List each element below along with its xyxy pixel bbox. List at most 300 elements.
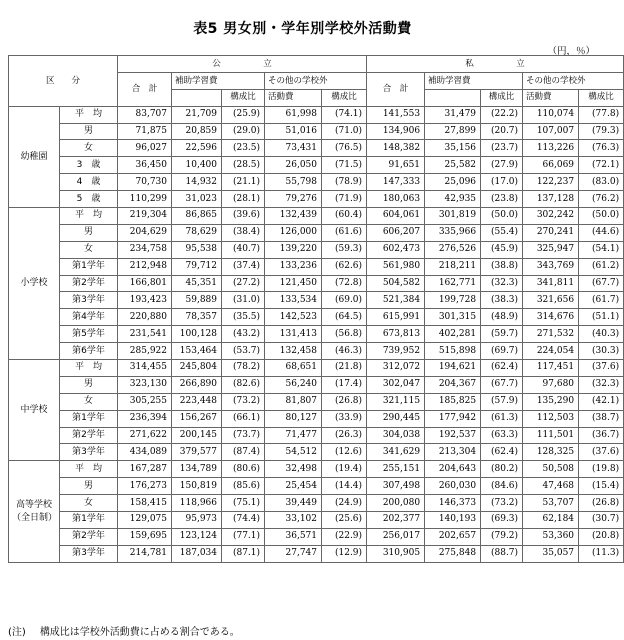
private-total-header: 合 計: [367, 72, 425, 106]
table-cell: 135,290: [523, 393, 579, 410]
table-cell: (80.6): [222, 461, 265, 478]
table-cell: (25.9): [222, 106, 265, 123]
category-header: 区 分: [9, 56, 118, 107]
table-row: [9, 326, 624, 343]
table-cell: 321,656: [523, 292, 579, 309]
table-cell: (20.8): [579, 528, 624, 545]
public-tutoring-header: 補助学習費: [172, 72, 265, 89]
table-cell: 27,747: [265, 545, 322, 562]
table-cell: (78.9): [322, 174, 367, 191]
table-cell: (40.7): [222, 241, 265, 258]
table-cell: 14,932: [172, 174, 222, 191]
table-cell: (17.4): [322, 376, 367, 393]
table-cell: 137,128: [523, 191, 579, 208]
table-cell: 20,859: [172, 123, 222, 140]
table-cell: (11.3): [579, 545, 624, 562]
row-label: 第2学年: [60, 528, 118, 545]
table-row: [9, 461, 624, 478]
table-cell: 150,819: [172, 478, 222, 495]
table-cell: 54,512: [265, 444, 322, 461]
table-cell: (15.4): [579, 478, 624, 495]
table-cell: (62.6): [322, 258, 367, 275]
table-cell: 236,394: [118, 410, 172, 427]
table-cell: (64.5): [322, 309, 367, 326]
table-cell: 132,458: [265, 343, 322, 360]
table-row: [9, 309, 624, 326]
table-cell: 204,643: [425, 461, 481, 478]
table-cell: (22.9): [322, 528, 367, 545]
table-cell: 56,240: [265, 376, 322, 393]
table-cell: (25.6): [322, 512, 367, 529]
table-row: [9, 174, 624, 191]
table-cell: (24.9): [322, 495, 367, 512]
table-cell: 71,875: [118, 123, 172, 140]
table-cell: (79.2): [481, 528, 523, 545]
table-cell: 305,255: [118, 393, 172, 410]
table-cell: (21.1): [222, 174, 265, 191]
table-cell: 32,498: [265, 461, 322, 478]
table-cell: 53,360: [523, 528, 579, 545]
table-row: [9, 275, 624, 292]
table-cell: (76.5): [322, 140, 367, 157]
table-cell: (84.6): [481, 478, 523, 495]
table-cell: 159,695: [118, 528, 172, 545]
table-cell: (60.4): [322, 208, 367, 225]
table-cell: (51.1): [579, 309, 624, 326]
table-cell: 271,622: [118, 427, 172, 444]
page-title: 表5 男女別・学年別学校外活動費: [193, 21, 412, 37]
table-row: [9, 444, 624, 461]
private-activity-header: 活動費: [523, 89, 579, 106]
table-cell: 70,730: [118, 174, 172, 191]
table-row: [9, 393, 624, 410]
table-cell: 234,758: [118, 241, 172, 258]
table-cell: (30.7): [579, 512, 624, 529]
public-total-header: 合 計: [118, 72, 172, 106]
table-cell: 739,952: [367, 343, 425, 360]
table-cell: 25,454: [265, 478, 322, 495]
table-cell: 194,621: [425, 360, 481, 377]
table-cell: 604,061: [367, 208, 425, 225]
row-label: 女: [60, 140, 118, 157]
table-cell: 515,898: [425, 343, 481, 360]
table-cell: 321,115: [367, 393, 425, 410]
table-cell: (79.3): [579, 123, 624, 140]
table-cell: 35,057: [523, 545, 579, 562]
table-cell: 36,450: [118, 157, 172, 174]
row-label: 平 均: [60, 461, 118, 478]
table-cell: 113,226: [523, 140, 579, 157]
table-cell: 73,431: [265, 140, 322, 157]
table-cell: (27.9): [481, 157, 523, 174]
table-cell: (14.4): [322, 478, 367, 495]
table-row: [9, 140, 624, 157]
table-cell: (67.7): [481, 376, 523, 393]
table-row: [9, 512, 624, 529]
table-cell: 112,503: [523, 410, 579, 427]
table-cell: 176,273: [118, 478, 172, 495]
table-cell: 200,080: [367, 495, 425, 512]
table-cell: 95,973: [172, 512, 222, 529]
table-cell: (12.6): [322, 444, 367, 461]
table-cell: (76.2): [579, 191, 624, 208]
table-cell: 218,211: [425, 258, 481, 275]
table-cell: (23.5): [222, 140, 265, 157]
table-cell: 83,707: [118, 106, 172, 123]
table-cell: (55.4): [481, 224, 523, 241]
table-cell: (50.0): [579, 208, 624, 225]
private-tutoring-ratio-header: 構成比: [481, 89, 523, 106]
school-category: 小学校: [9, 208, 60, 360]
table-cell: (37.6): [579, 444, 624, 461]
table-cell: 302,047: [367, 376, 425, 393]
table-cell: 121,450: [265, 275, 322, 292]
table-cell: (37.6): [579, 360, 624, 377]
table-cell: 134,789: [172, 461, 222, 478]
table-cell: 42,935: [425, 191, 481, 208]
table-row: [9, 545, 624, 562]
private-tutoring-header: 補助学習費: [425, 72, 523, 89]
table-cell: 301,819: [425, 208, 481, 225]
table-cell: 132,439: [265, 208, 322, 225]
row-label: 4 歳: [60, 174, 118, 191]
table-cell: 325,947: [523, 241, 579, 258]
table-cell: (75.1): [222, 495, 265, 512]
table-cell: (85.6): [222, 478, 265, 495]
table-cell: 78,629: [172, 224, 222, 241]
table-cell: (53.7): [222, 343, 265, 360]
table-cell: 96,027: [118, 140, 172, 157]
table-cell: (59.7): [481, 326, 523, 343]
table-cell: (61.6): [322, 224, 367, 241]
footnote-prefix: (注): [8, 627, 26, 638]
row-label: 女: [60, 393, 118, 410]
row-label: 男: [60, 376, 118, 393]
table-cell: 266,890: [172, 376, 222, 393]
table-cell: (22.2): [481, 106, 523, 123]
table-cell: 504,582: [367, 275, 425, 292]
row-label: 女: [60, 495, 118, 512]
table-cell: 47,468: [523, 478, 579, 495]
table-cell: 177,942: [425, 410, 481, 427]
table-cell: 68,651: [265, 360, 322, 377]
table-cell: (39.6): [222, 208, 265, 225]
table-row: [9, 427, 624, 444]
table-cell: 122,237: [523, 174, 579, 191]
table-cell: 139,220: [265, 241, 322, 258]
table-cell: 66,069: [523, 157, 579, 174]
table-cell: 302,242: [523, 208, 579, 225]
table-cell: 25,582: [425, 157, 481, 174]
public-activity-header: 活動費: [265, 89, 322, 106]
table-cell: 107,007: [523, 123, 579, 140]
table-cell: (36.7): [579, 427, 624, 444]
table-cell: 50,508: [523, 461, 579, 478]
table-row: [9, 495, 624, 512]
table-row: [9, 157, 624, 174]
table-cell: (40.3): [579, 326, 624, 343]
table-cell: 81,807: [265, 393, 322, 410]
private-header: 私 立: [367, 56, 624, 73]
table-row: [9, 106, 624, 123]
table-cell: 214,781: [118, 545, 172, 562]
table-cell: 204,367: [425, 376, 481, 393]
row-label: 平 均: [60, 208, 118, 225]
row-label: 男: [60, 224, 118, 241]
table-cell: 153,464: [172, 343, 222, 360]
table-cell: (43.2): [222, 326, 265, 343]
row-label: 平 均: [60, 360, 118, 377]
row-label: 5 歳: [60, 191, 118, 208]
table-cell: 91,651: [367, 157, 425, 174]
table-cell: (77.1): [222, 528, 265, 545]
table-cell: 275,848: [425, 545, 481, 562]
table-row: [9, 360, 624, 377]
table-cell: 167,287: [118, 461, 172, 478]
table-cell: 26,050: [265, 157, 322, 174]
table-row: [9, 241, 624, 258]
table-cell: (44.6): [579, 224, 624, 241]
table-cell: (69.7): [481, 343, 523, 360]
table-cell: (72.1): [579, 157, 624, 174]
table-cell: 606,207: [367, 224, 425, 241]
table-cell: 561,980: [367, 258, 425, 275]
table-cell: 290,445: [367, 410, 425, 427]
table-cell: (26.8): [322, 393, 367, 410]
table-cell: 45,351: [172, 275, 222, 292]
table-cell: 343,769: [523, 258, 579, 275]
table-cell: (69.3): [481, 512, 523, 529]
row-label: 男: [60, 123, 118, 140]
header-row-1: [9, 56, 624, 73]
table-cell: 36,571: [265, 528, 322, 545]
table-cell: 341,811: [523, 275, 579, 292]
table-cell: 310,905: [367, 545, 425, 562]
table-row: [9, 123, 624, 140]
table-cell: 615,991: [367, 309, 425, 326]
table-cell: (61.2): [579, 258, 624, 275]
table-cell: 314,455: [118, 360, 172, 377]
table-cell: 126,000: [265, 224, 322, 241]
table-cell: 379,577: [172, 444, 222, 461]
table-row: [9, 478, 624, 495]
table-cell: (54.1): [579, 241, 624, 258]
table-cell: 79,276: [265, 191, 322, 208]
table-cell: 158,415: [118, 495, 172, 512]
table-cell: 212,948: [118, 258, 172, 275]
table-cell: (32.3): [579, 376, 624, 393]
table-cell: (76.3): [579, 140, 624, 157]
table-cell: 62,184: [523, 512, 579, 529]
table-cell: 118,966: [172, 495, 222, 512]
table-cell: 204,629: [118, 224, 172, 241]
table-cell: (38.4): [222, 224, 265, 241]
table-cell: (57.9): [481, 393, 523, 410]
row-label: 第5学年: [60, 326, 118, 343]
table-cell: 140,193: [425, 512, 481, 529]
table-cell: (69.0): [322, 292, 367, 309]
table-cell: 223,448: [172, 393, 222, 410]
table-cell: 285,922: [118, 343, 172, 360]
table-row: [9, 376, 624, 393]
table-cell: 402,281: [425, 326, 481, 343]
public-tutoring-ratio-header: 構成比: [222, 89, 265, 106]
table-cell: (61.3): [481, 410, 523, 427]
table-cell: 133,534: [265, 292, 322, 309]
table-cell: 123,124: [172, 528, 222, 545]
table-cell: (26.8): [579, 495, 624, 512]
table-cell: 55,798: [265, 174, 322, 191]
table-cell: (56.8): [322, 326, 367, 343]
table-cell: (67.7): [579, 275, 624, 292]
table-cell: 156,267: [172, 410, 222, 427]
table-cell: 100,128: [172, 326, 222, 343]
table-cell: 256,017: [367, 528, 425, 545]
table-cell: (59.3): [322, 241, 367, 258]
table-row: [9, 528, 624, 545]
table-cell: (78.2): [222, 360, 265, 377]
table-cell: 323,130: [118, 376, 172, 393]
table-cell: 202,377: [367, 512, 425, 529]
table-cell: (71.5): [322, 157, 367, 174]
table-cell: (87.4): [222, 444, 265, 461]
table-cell: 131,413: [265, 326, 322, 343]
table-cell: (30.3): [579, 343, 624, 360]
table-row: [9, 258, 624, 275]
table-cell: (17.0): [481, 174, 523, 191]
table-cell: 187,034: [172, 545, 222, 562]
table-cell: 147,333: [367, 174, 425, 191]
table-cell: 521,384: [367, 292, 425, 309]
table-cell: 271,532: [523, 326, 579, 343]
table-cell: (46.3): [322, 343, 367, 360]
row-label: 平 均: [60, 106, 118, 123]
table-cell: 134,906: [367, 123, 425, 140]
row-label: 第3学年: [60, 545, 118, 562]
table-cell: 133,236: [265, 258, 322, 275]
table-cell: (71.0): [322, 123, 367, 140]
table-cell: 27,899: [425, 123, 481, 140]
table-cell: 146,373: [425, 495, 481, 512]
table-cell: 35,156: [425, 140, 481, 157]
table-cell: 129,075: [118, 512, 172, 529]
table-cell: 434,089: [118, 444, 172, 461]
row-label: 第2学年: [60, 427, 118, 444]
table-cell: 31,023: [172, 191, 222, 208]
row-label: 男: [60, 478, 118, 495]
table-cell: 341,629: [367, 444, 425, 461]
table-cell: 61,998: [265, 106, 322, 123]
table-cell: 142,523: [265, 309, 322, 326]
table-cell: 260,030: [425, 478, 481, 495]
table-cell: 78,357: [172, 309, 222, 326]
row-label: 第6学年: [60, 343, 118, 360]
table-row: [9, 292, 624, 309]
table-cell: (74.1): [322, 106, 367, 123]
table-cell: 193,423: [118, 292, 172, 309]
table-cell: (28.1): [222, 191, 265, 208]
table-cell: 53,707: [523, 495, 579, 512]
table-cell: (20.7): [481, 123, 523, 140]
table-cell: (50.0): [481, 208, 523, 225]
private-other-header: その他の学校外: [523, 72, 624, 89]
public-other-header: その他の学校外: [265, 72, 367, 89]
table-cell: 673,813: [367, 326, 425, 343]
table-cell: 166,801: [118, 275, 172, 292]
table-row: [9, 208, 624, 225]
footnote: [8, 623, 254, 638]
expense-table: [8, 55, 624, 563]
table-cell: 200,145: [172, 427, 222, 444]
table-cell: (62.4): [481, 444, 523, 461]
table-cell: (23.7): [481, 140, 523, 157]
table-cell: (80.2): [481, 461, 523, 478]
row-label: 第1学年: [60, 512, 118, 529]
table-cell: 304,038: [367, 427, 425, 444]
row-label: 第4学年: [60, 309, 118, 326]
table-cell: (31.0): [222, 292, 265, 309]
table-cell: 202,657: [425, 528, 481, 545]
table-cell: (82.6): [222, 376, 265, 393]
table-cell: (73.2): [481, 495, 523, 512]
table-cell: 71,477: [265, 427, 322, 444]
table-cell: 95,538: [172, 241, 222, 258]
school-category: 幼稚園: [9, 106, 60, 207]
table-cell: (23.8): [481, 191, 523, 208]
row-label: 3 歳: [60, 157, 118, 174]
table-cell: 276,526: [425, 241, 481, 258]
table-cell: 111,501: [523, 427, 579, 444]
table-cell: (87.1): [222, 545, 265, 562]
table-cell: (66.1): [222, 410, 265, 427]
table-cell: 31,479: [425, 106, 481, 123]
table-cell: (73.2): [222, 393, 265, 410]
table-cell: 110,299: [118, 191, 172, 208]
table-cell: (19.8): [579, 461, 624, 478]
table-cell: (37.4): [222, 258, 265, 275]
table-cell: (35.5): [222, 309, 265, 326]
table-cell: 245,804: [172, 360, 222, 377]
table-cell: 219,304: [118, 208, 172, 225]
row-label: 第2学年: [60, 275, 118, 292]
school-category: 中学校: [9, 360, 60, 461]
table-cell: 117,451: [523, 360, 579, 377]
table-cell: (88.7): [481, 545, 523, 562]
table-cell: 148,382: [367, 140, 425, 157]
private-other-ratio-header: 構成比: [579, 89, 624, 106]
table-cell: 128,325: [523, 444, 579, 461]
table-cell: 335,966: [425, 224, 481, 241]
table-cell: (74.4): [222, 512, 265, 529]
table-cell: (48.9): [481, 309, 523, 326]
table-cell: 220,880: [118, 309, 172, 326]
table-cell: (63.3): [481, 427, 523, 444]
row-label: 第1学年: [60, 410, 118, 427]
table-cell: 141,553: [367, 106, 425, 123]
public-header: 公 立: [118, 56, 367, 73]
table-cell: 301,315: [425, 309, 481, 326]
table-cell: (42.1): [579, 393, 624, 410]
table-cell: (28.5): [222, 157, 265, 174]
table-cell: (73.7): [222, 427, 265, 444]
table-cell: 314,676: [523, 309, 579, 326]
table-cell: (83.0): [579, 174, 624, 191]
row-label: 第3学年: [60, 292, 118, 309]
table-cell: 97,680: [523, 376, 579, 393]
table-row: [9, 410, 624, 427]
table-cell: 86,865: [172, 208, 222, 225]
table-cell: (77.8): [579, 106, 624, 123]
